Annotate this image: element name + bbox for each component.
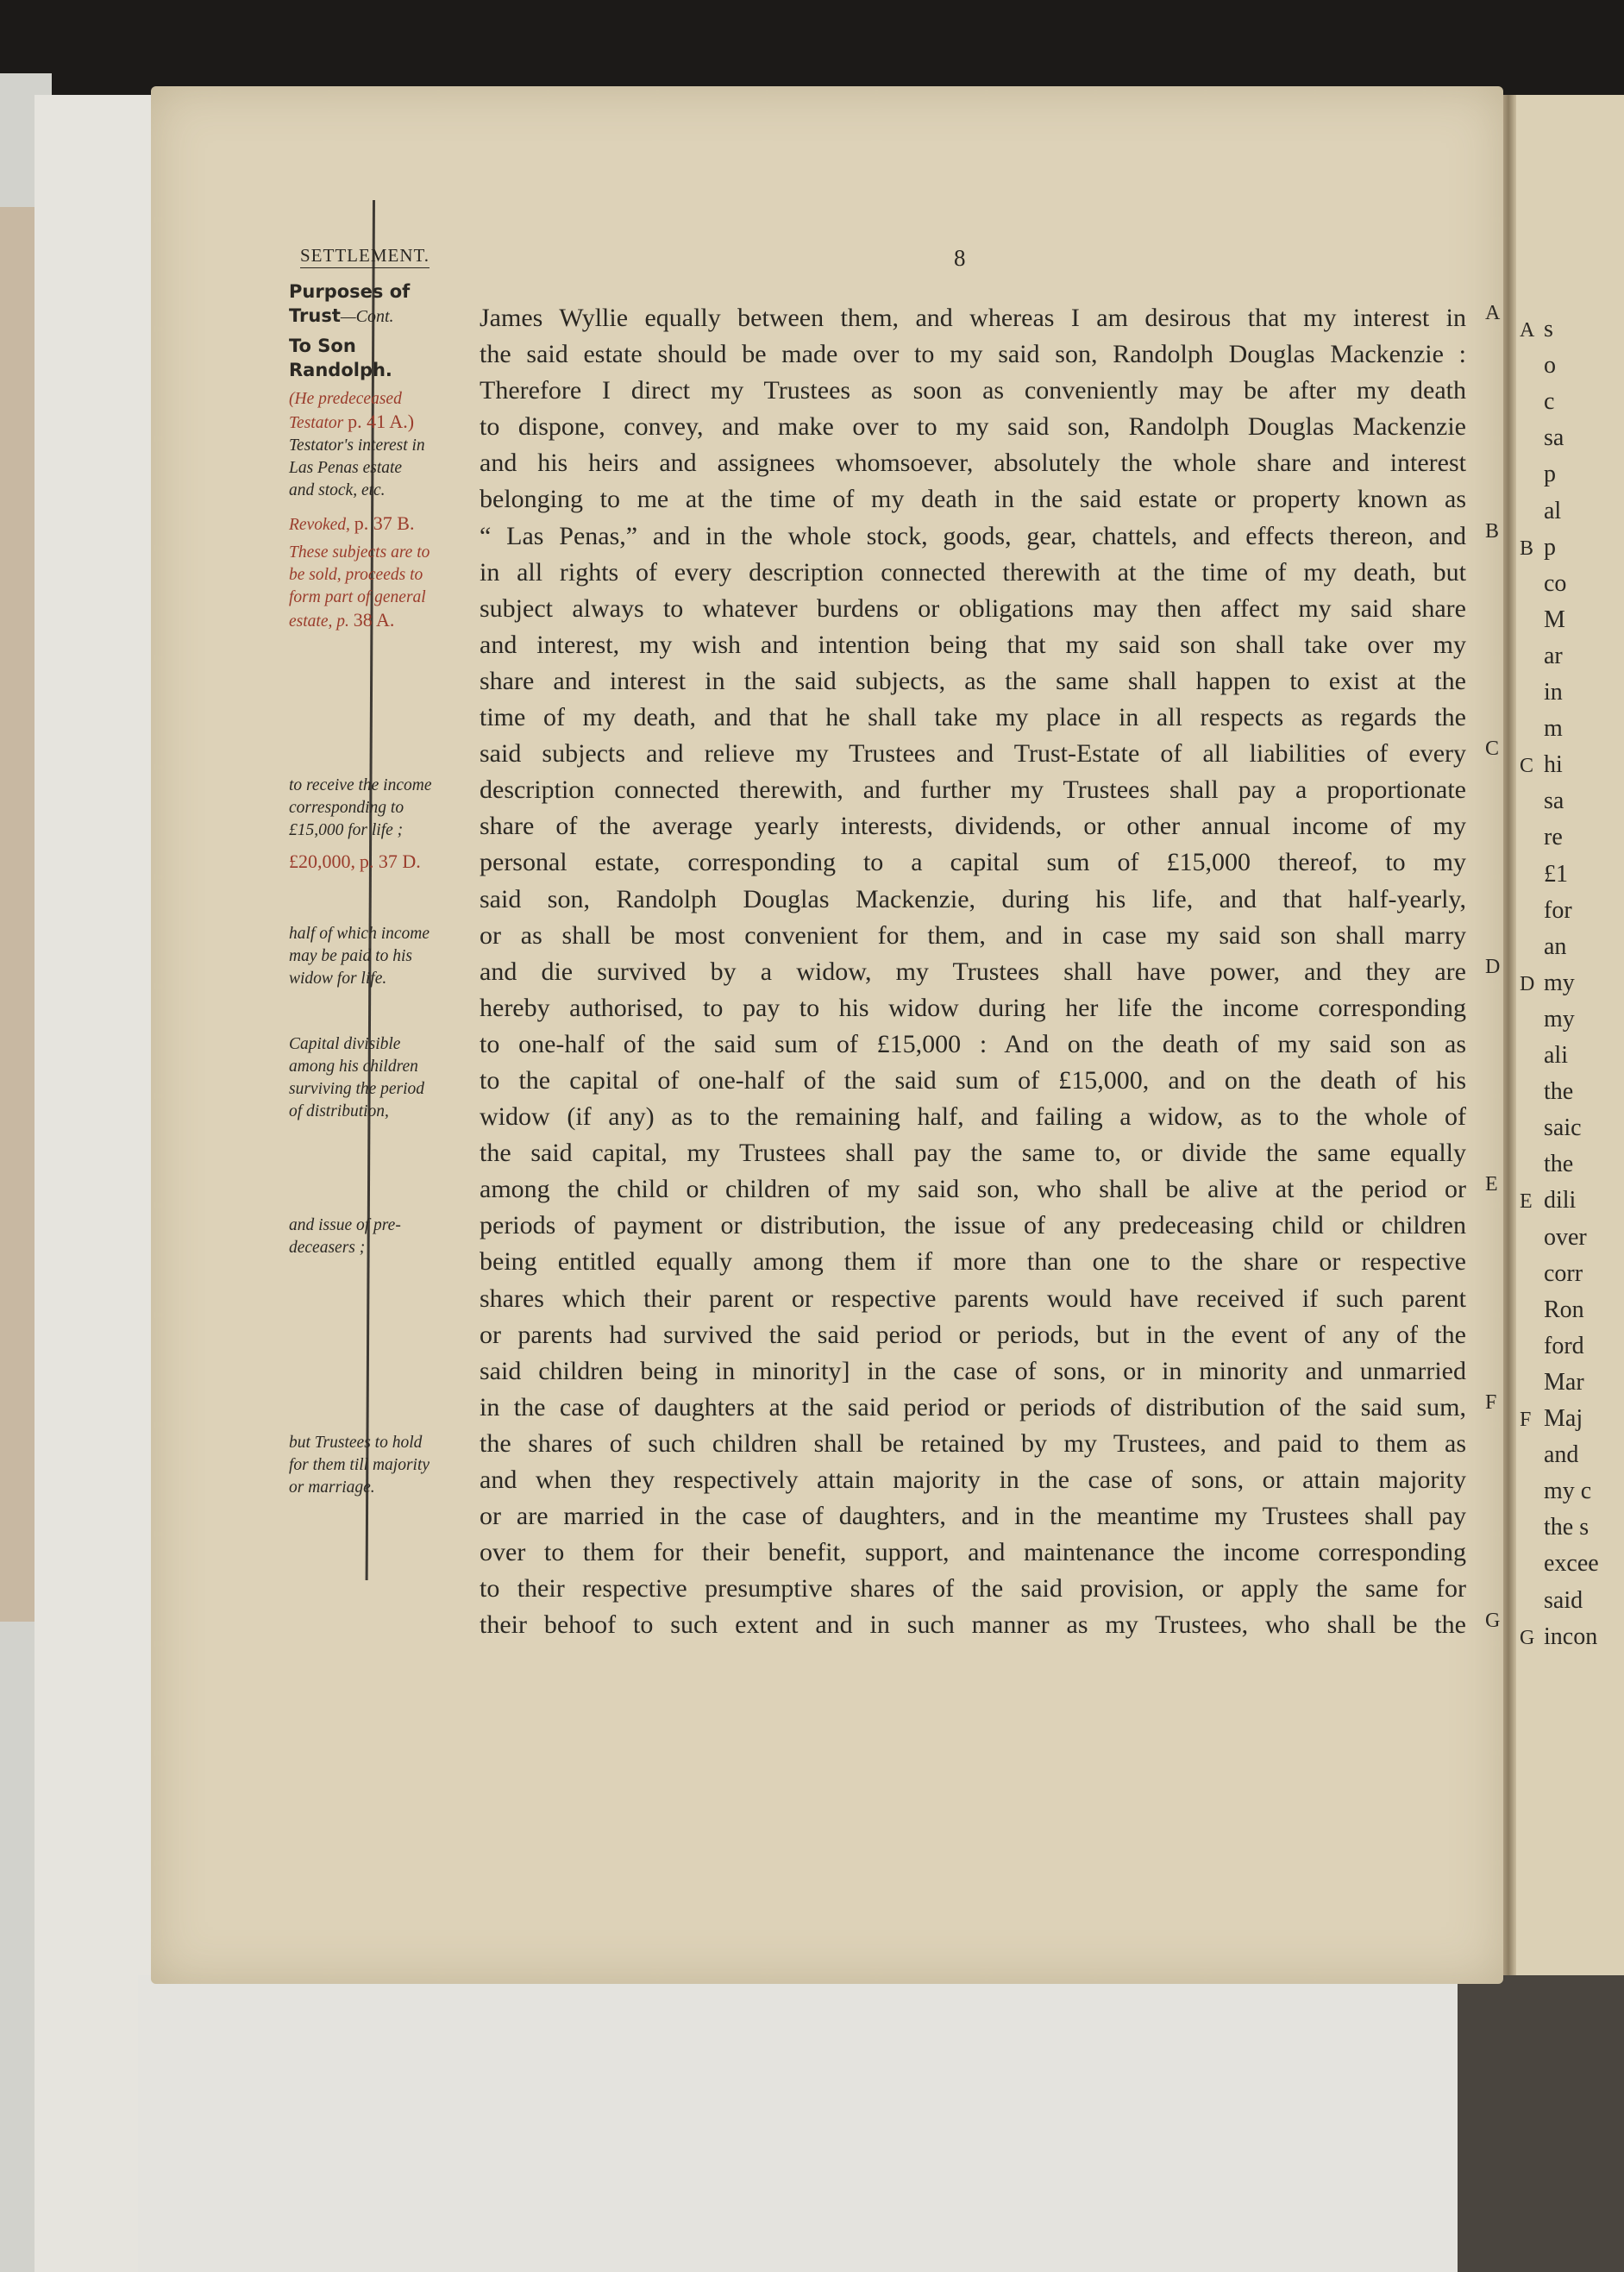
facing-line <box>1520 461 1624 488</box>
margin-note: deceasers ; <box>289 1239 366 1257</box>
margin-heading <box>289 279 472 382</box>
margin-note <box>289 850 472 875</box>
section-letter: C <box>1485 737 1500 761</box>
margin-note: Testator's interest in <box>289 436 425 455</box>
body-line: said subjects and relieve my Trustees and Trust-Estate of all liabilities of every <box>480 739 1466 769</box>
background-bottom-sheet <box>138 1975 1483 2272</box>
body-line: description connected therewith, and further my Trustees shall pay a proportionate <box>480 775 1466 805</box>
margin-note: and stock, etc. <box>289 481 386 499</box>
facing-text: s <box>1544 316 1553 342</box>
facing-line <box>1520 606 1624 634</box>
margin-purposes: Purposes of <box>289 281 411 302</box>
margin-note-group-1 <box>289 388 472 633</box>
facing-line <box>1520 751 1624 779</box>
margin-note-group-4 <box>289 1033 472 1123</box>
margin-note: may be paid to his <box>289 947 412 965</box>
facing-line <box>1520 643 1624 670</box>
facing-line <box>1520 1333 1624 1360</box>
facing-letter: G <box>1520 1626 1535 1649</box>
body-line: Therefore I direct my Trustees as soon as conveniently may be after my death <box>480 376 1466 405</box>
facing-text: £1 <box>1544 860 1568 888</box>
body-line: James Wyllie equally between them, and whereas I am desirous that my interest in <box>480 304 1466 332</box>
margin-note: widow for life. <box>289 970 387 988</box>
margin-reference: 38 A. <box>353 609 395 631</box>
body-line: belonging to me at the time of my death in the said estate or property known as <box>480 485 1466 514</box>
body-line: and when they respectively attain majority in the case of sons, or attain majority <box>480 1466 1466 1494</box>
facing-text: the <box>1544 1151 1574 1178</box>
margin-to-son: To Son <box>289 336 356 356</box>
margin-reference: p. 37 B. <box>354 512 415 534</box>
facing-line <box>1520 1114 1624 1142</box>
margin-text: £20,000, <box>289 850 355 872</box>
facing-text: Mar <box>1544 1368 1584 1396</box>
facing-text: M <box>1544 606 1565 633</box>
facing-text: o <box>1544 352 1556 380</box>
facing-line <box>1520 1369 1624 1396</box>
facing-text: excee <box>1544 1550 1599 1578</box>
body-line: hereby authorised, to pay to his widow during her life the income corresponding <box>480 993 1466 1022</box>
facing-line <box>1520 1405 1624 1433</box>
page-number: 8 <box>954 245 966 271</box>
facing-line <box>1520 1006 1624 1033</box>
section-letter: E <box>1485 1173 1498 1196</box>
facing-line <box>1520 1296 1624 1324</box>
facing-line <box>1520 388 1624 416</box>
facing-line <box>1520 897 1624 925</box>
body-line: to dispone, convey, and make over to my said son, Randolph Douglas Mackenzie <box>480 412 1466 442</box>
facing-text: the s <box>1544 1514 1590 1541</box>
margin-note: to receive the income <box>289 776 432 794</box>
facing-text: incon <box>1544 1622 1598 1650</box>
body-line: in all rights of every description connected therewith at the time of my death, but <box>480 557 1466 587</box>
body-line: “ Las Penas,” and in the whole stock, goods, gear, chattels, and effects thereon, and <box>480 521 1466 550</box>
facing-line <box>1520 424 1624 452</box>
body-line: the shares of such children shall be retained by my Trustees, and paid to them as <box>480 1428 1466 1458</box>
section-letter: B <box>1485 519 1500 543</box>
margin-reference: p. 41 A.) <box>348 411 415 432</box>
facing-line <box>1520 1550 1624 1578</box>
facing-letter: E <box>1520 1190 1533 1214</box>
margin-note: but Trustees to hold <box>289 1434 423 1452</box>
margin-note-group-5 <box>289 1214 472 1259</box>
body-line: periods of payment or distribution, the issue of any predeceasing child or children <box>480 1211 1466 1240</box>
margin-note-group-2 <box>289 775 472 875</box>
margin-note: or marriage. <box>289 1478 375 1497</box>
body-line: over to them for their benefit, support, and maintenance the income corresponding <box>480 1538 1466 1567</box>
margin-reference: p. 37 D. <box>359 850 421 872</box>
margin-note-group-3 <box>289 923 472 990</box>
section-letter: G <box>1485 1609 1501 1632</box>
facing-line <box>1520 861 1624 888</box>
margin-note: be sold, proceeds to <box>289 566 423 584</box>
margin-note: (He predeceased <box>289 390 402 408</box>
body-line: to one-half of the said sum of £15,000 : And on the death of my said son as <box>480 1029 1466 1058</box>
facing-text: corr <box>1544 1259 1583 1287</box>
body-line: or parents had survived the said period or periods, but in the event of any of the <box>480 1320 1466 1349</box>
margin-note: £15,000 for life ; <box>289 821 404 839</box>
facing-text: dili <box>1544 1187 1577 1214</box>
body-line: said son, Randolph Douglas Mackenzie, during his life, and that half-yearly, <box>480 884 1466 913</box>
facing-letter: D <box>1520 972 1535 995</box>
facing-line <box>1520 1587 1624 1615</box>
facing-text: said <box>1544 1586 1583 1614</box>
margin-text: Testator <box>289 414 344 432</box>
facing-line <box>1520 1514 1624 1541</box>
background-top <box>0 0 1624 95</box>
margin-note: surviving the period <box>289 1080 425 1098</box>
margin-note <box>289 609 472 633</box>
body-line: said children being in minority] in the case of sons, or in minority and unmarried <box>480 1356 1466 1385</box>
body-line: the said estate should be made over to my said son, Randolph Douglas Mackenzie : <box>480 340 1466 369</box>
margin-text: estate, p. <box>289 612 349 631</box>
facing-text: an <box>1544 932 1567 960</box>
margin-note <box>289 411 472 435</box>
facing-text: hi <box>1544 751 1563 779</box>
facing-text: in <box>1544 679 1563 706</box>
body-line: being entitled equally among them if more than one to the share or respective <box>480 1247 1466 1277</box>
body-line: and his heirs and assignees whomsoever, absolutely the whole share and interest <box>480 449 1466 478</box>
body-line: their behoof to such extent and in such manner as my Trustees, who shall be the <box>480 1610 1466 1640</box>
facing-text: for <box>1544 896 1572 924</box>
facing-line <box>1520 933 1624 961</box>
facing-line <box>1520 498 1624 525</box>
facing-line <box>1520 679 1624 706</box>
body-line: subject always to whatever burdens or obligations may then affect my said share <box>480 593 1466 623</box>
body-line: personal estate, corresponding to a capital sum of £15,000 thereof, to my <box>480 848 1466 877</box>
facing-line <box>1520 1623 1624 1651</box>
margin-note <box>289 512 472 537</box>
facing-text: over <box>1544 1223 1587 1251</box>
body-line: or are married in the case of daughters, and in the meantime my Trustees shall pay <box>480 1502 1466 1531</box>
facing-line <box>1520 1042 1624 1070</box>
body-line: to the capital of one-half of the said sum of £15,000, and on the death of his <box>480 1065 1466 1095</box>
margin-note: for them till majority <box>289 1456 430 1474</box>
facing-line <box>1520 1441 1624 1469</box>
margin-note: Las Penas estate <box>289 459 403 477</box>
facing-text: al <box>1544 497 1562 524</box>
facing-text: Maj <box>1544 1405 1583 1432</box>
facing-text: sa <box>1544 424 1564 452</box>
body-line: in the case of daughters at the said period or periods of distribution of the said sum, <box>480 1392 1466 1422</box>
facing-letter: F <box>1520 1409 1532 1431</box>
facing-text: sa <box>1544 788 1564 815</box>
body-text <box>480 300 1466 1643</box>
margin-cont: —Cont. <box>340 307 394 326</box>
body-line: time of my death, and that he shall take my place in all respects as regards the <box>480 703 1466 732</box>
running-header: SETTLEMENT. <box>300 245 430 268</box>
margin-note: and issue of pre- <box>289 1216 401 1234</box>
facing-line <box>1520 1187 1624 1214</box>
margin-note-group-6 <box>289 1432 472 1499</box>
facing-text: p <box>1544 533 1556 561</box>
body-line: the said capital, my Trustees shall pay the same to, or divide the same equally <box>480 1139 1466 1168</box>
body-line: and die survived by a widow, my Trustees shall have power, and they are <box>480 957 1466 986</box>
facing-text: ar <box>1544 642 1563 669</box>
facing-text: saic <box>1544 1114 1582 1142</box>
margin-note: form part of general <box>289 588 426 606</box>
section-letter: F <box>1485 1391 1497 1414</box>
facing-line <box>1520 1151 1624 1178</box>
margin-trust: Trust <box>289 305 341 326</box>
facing-text: co <box>1544 569 1567 597</box>
facing-line <box>1520 1224 1624 1252</box>
facing-line <box>1520 788 1624 815</box>
facing-line <box>1520 316 1624 343</box>
facing-text: c <box>1544 388 1555 416</box>
body-line: among the child or children of my said son, who shall be alive at the period or <box>480 1175 1466 1204</box>
margin-note: Capital divisible <box>289 1035 401 1053</box>
margin-note: half of which income <box>289 925 430 943</box>
facing-line <box>1520 1478 1624 1505</box>
margin-text: Revoked, <box>289 516 350 534</box>
facing-text: my <box>1544 1005 1575 1032</box>
body-line: share of the average yearly interests, dividends, or other annual income of my <box>480 812 1466 841</box>
facing-letter: C <box>1520 755 1534 778</box>
margin-note: corresponding to <box>289 799 404 817</box>
facing-text: my <box>1544 969 1575 996</box>
facing-line <box>1520 1260 1624 1288</box>
facing-text: m <box>1544 715 1563 743</box>
facing-line <box>1520 352 1624 380</box>
facing-line <box>1520 824 1624 851</box>
facing-letter: B <box>1520 537 1534 560</box>
facing-text: ford <box>1544 1332 1584 1359</box>
margin-note: among his children <box>289 1058 418 1076</box>
body-line: widow (if any) as to the remaining half, and failing a widow, as to the whole of <box>480 1102 1466 1132</box>
facing-text: Ron <box>1544 1296 1584 1323</box>
margin-note: These subjects are to <box>289 543 430 562</box>
body-line: and interest, my wish and intention being that my said son shall take over my <box>480 630 1466 659</box>
facing-text: re <box>1544 824 1563 851</box>
body-line: or as shall be most convenient for them, and in case my said son shall marry <box>480 920 1466 950</box>
facing-line <box>1520 970 1624 997</box>
section-letter: D <box>1485 955 1501 978</box>
facing-line <box>1520 715 1624 743</box>
facing-line <box>1520 534 1624 562</box>
body-line: to their respective presumptive shares of the said provision, or apply the same for <box>480 1574 1466 1604</box>
section-letter: A <box>1485 302 1501 324</box>
facing-text: p <box>1544 461 1556 488</box>
margin-note: of distribution, <box>289 1102 389 1120</box>
facing-text: the <box>1544 1078 1574 1106</box>
margin-randolph: Randolph. <box>289 360 392 380</box>
facing-text: my c <box>1544 1478 1592 1505</box>
facing-text: ali <box>1544 1042 1568 1069</box>
facing-line <box>1520 570 1624 598</box>
facing-line <box>1520 1078 1624 1106</box>
body-line: share and interest in the said subjects, as the same shall happen to exist at the <box>480 666 1466 695</box>
facing-letter: A <box>1520 319 1535 342</box>
body-line: shares which their parent or respective parents would have received if such parent <box>480 1283 1466 1313</box>
facing-text: and <box>1544 1441 1579 1469</box>
